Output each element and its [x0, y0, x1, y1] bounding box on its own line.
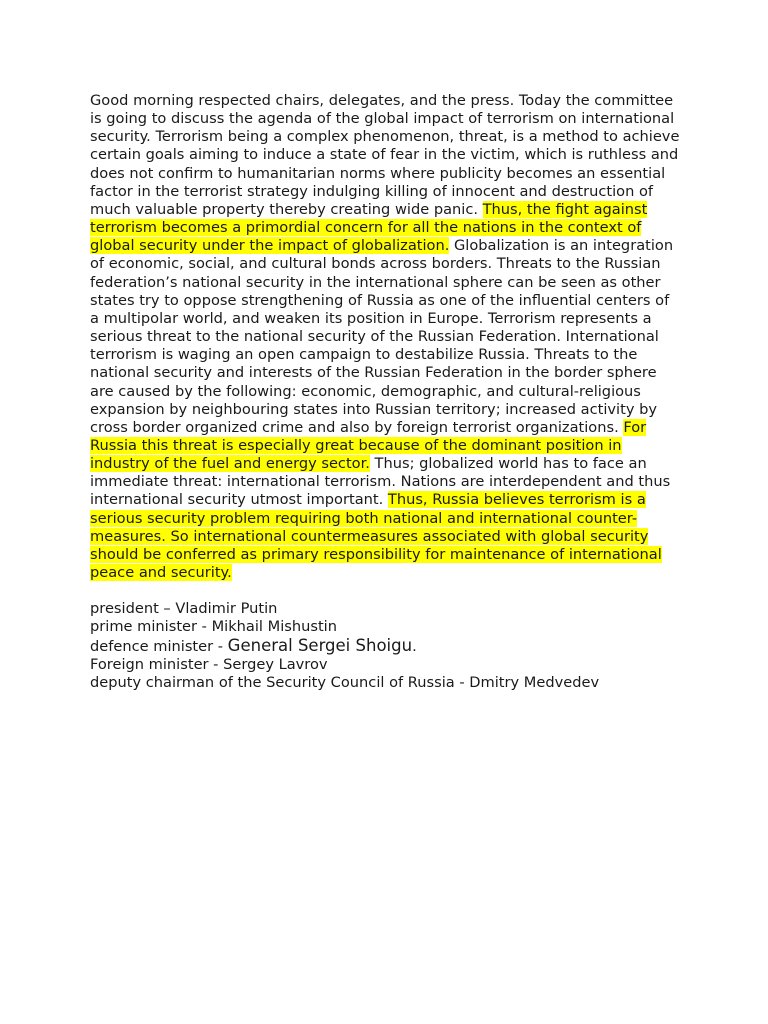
defence-minister-line	[90, 637, 680, 656]
highlighted-text: Thus, the fight against terrorism becomes a primordial concern for all the nations in the context of global security under the impact of globalization.	[90, 200, 648, 255]
foreign-minister-line: Foreign minister - Sergey Lavrov	[90, 655, 328, 673]
defence-minister-suffix: .	[412, 637, 417, 655]
president-line: president – Vladimir Putin	[90, 600, 278, 618]
officials-list	[90, 600, 680, 692]
speech-text: Thus; globalized world has to face an immediate threat: international terrorism. Nations are interdependent and thus international security utmost important.	[90, 455, 671, 509]
speech-text: Globalization is an integration of economic, social, and cultural bonds across borders. Threats to the Russian federation’s national security in the international sphere can be seen as other states try to oppose strengthening of Russia as one of the influential centers of a multipolar world, and weaken its position in Europe. Terrorism represents a serious threat to the national security of the Russian Federation. International terrorism is waging an open campaign to destabilize Russia. Threats to the national security and interests of the Russian Federation in the border sphere are caused by the following: economic, demographic, and cultural-religious expansion by neighbouring states into Russian territory; increased activity by cross border organized crime and also by foreign terrorist organizations.	[90, 237, 674, 436]
speech-paragraph	[90, 92, 680, 582]
defence-minister-name: General Sergei Shoigu	[227, 635, 413, 655]
document-page	[90, 92, 680, 692]
highlighted-text: For Russia this threat is especially great because of the dominant position in industry of the fuel and energy sector.	[90, 418, 647, 473]
prime-minister-line: prime minister - Mikhail Mishustin	[90, 618, 337, 636]
defence-minister-prefix: defence minister -	[90, 637, 228, 655]
deputy-chairman-line: deputy chairman of the Security Council of Russia - Dmitry Medvedev	[90, 673, 600, 691]
speech-text: Good morning respected chairs, delegates, and the press. Today the committee is going to discuss the agenda of the global impact of terrorism on international security. Terrorism being a complex phenomenon, threat, is a method to achieve certain goals aiming to induce a state of fear in the victim, which is ruthless and does not confirm to humanitarian norms where publicity becomes an essential factor in the terrorist strategy indulging killing of innocent and destruction of much valuable property thereby creating wide panic.	[90, 92, 680, 218]
highlighted-text: Thus, Russia believes terrorism is a serious security problem requiring both national and international counter-measures. So international countermeasures associated with global security should be conferred as primary responsibility for maintenance of international peace and security.	[90, 491, 662, 582]
